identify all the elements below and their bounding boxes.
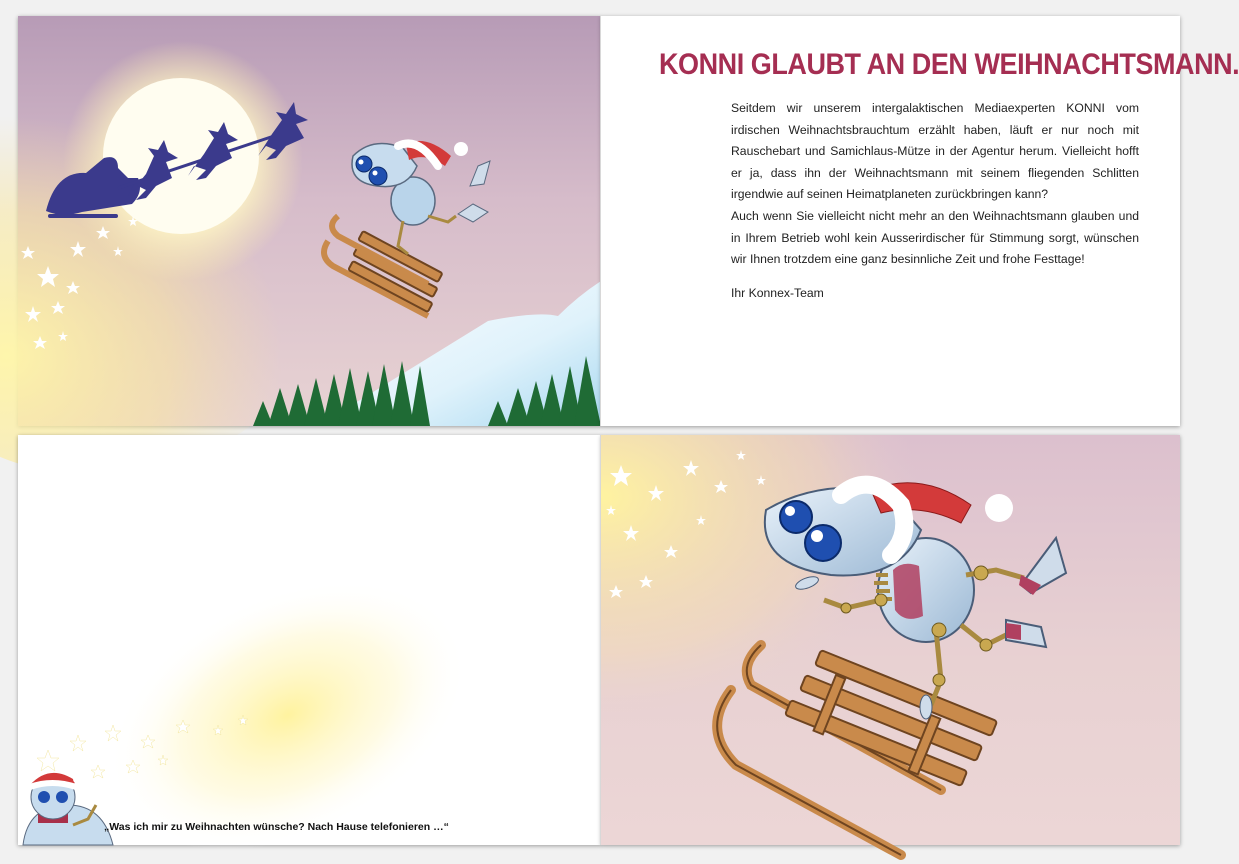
greeting-body <box>731 98 1139 271</box>
fold-line-top <box>600 16 601 426</box>
cover-scene <box>18 16 601 426</box>
inside-left-panel <box>18 435 601 845</box>
back-scene <box>601 435 1180 845</box>
caption: „Was ich mir zu Weihnachten wünsche? Nach Hause telefonieren …“ <box>104 821 449 833</box>
greeting-text-panel <box>601 16 1239 426</box>
cover-illustration-panel <box>18 16 601 426</box>
konni-robot-small <box>324 141 490 316</box>
yellow-glow <box>65 526 511 864</box>
moon <box>103 78 259 234</box>
signature: Ihr Konnex-Team <box>731 286 824 300</box>
greeting-paragraph-2: Auch wenn Sie vielleicht nicht mehr an den Weihnachtsmann glauben und in Ihrem Betrieb wohl kein Ausserirdischer für Stimmung sorgt, wünschen wir Ihnen trotzdem eine ganz besinnliche Zeit und frohe Festtage! <box>731 208 1139 267</box>
fold-line-bottom <box>600 435 601 845</box>
konni-robot-mini <box>23 773 113 845</box>
headline: KONNI GLAUBT AN DEN WEIHNACHTSMANN. <box>659 48 1239 81</box>
greeting-paragraph-1: Seitdem wir unserem intergalaktischen Mediaexperten KONNI vom irdischen Weihnachtsbrauchtum erzählt haben, läuft er nur noch mit Rauschebart und Samichlaus-Mütze in der Agentur herum. Vielleicht hofft er ja, dass ihn der Weihnachtsmann mit seinem fliegenden Schlitten irgendwie auf seinen Heimatplaneten zurückbringen kann? <box>731 101 1139 202</box>
back-illustration-panel <box>601 435 1180 845</box>
inside-left-art <box>18 435 601 845</box>
